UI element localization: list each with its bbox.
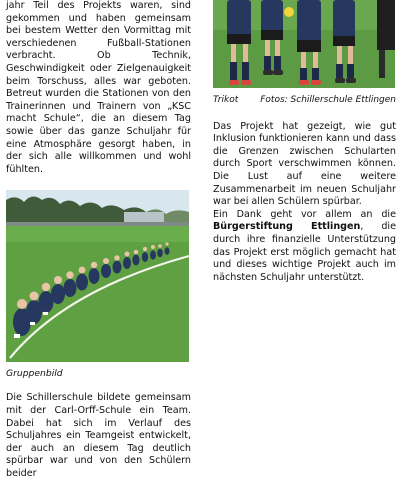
- intro-paragraph: jahr Teil des Projekts waren, sind gekommen und haben gemeinsam bei bestem Wetter den Vormittag mit verschiedenen Fußball-Stationen verbracht. Ob Technik, Geschwindigkeit oder Zielgenauigkeit beim Torschuss, alles war geboten. Betreut wurden die Stationen von den Trainerinnen und Trainern von „KSC macht Schule“, die an diesem Tag sowie über das ganze Schuljahr für eine Atmosphäre gesorgt haben, in der sich alle willkommen und wohl fühlten.: [6, 0, 191, 175]
- trikot-photo: [213, 0, 395, 88]
- trikot-caption: Trikot: [213, 95, 239, 105]
- thanks-text-start: Ein Dank geht vor allem an die: [213, 208, 396, 220]
- group-photo: [6, 190, 189, 362]
- thanks-text-end: , die durch ihre finanzielle Unterstützung das Projekt erst möglich gemacht hat und dieses wichtige Projekt auch im nächsten Schuljahr unterstützt.: [213, 221, 396, 283]
- right-column: [213, 0, 396, 284]
- right-paragraph-1: Das Projekt hat gezeigt, wie gut Inklusion funktionieren kann und dass die Grenzen zwischen Schularten durch Sport verschwimmen können. Die Lust auf eine weitere Zusammenarbeit im neuen Schuljahr war bei allen Schülern spürbar.: [213, 120, 396, 208]
- group-photo-image: [6, 190, 189, 362]
- photo-credit: Fotos: Schillerschule Ettlingen: [260, 95, 396, 105]
- trikot-caption-row: [213, 94, 396, 107]
- foundation-name: Bürgerstiftung Ettlingen: [213, 221, 361, 233]
- trikot-photo-image: [213, 0, 395, 88]
- closing-paragraph: Die Schillerschule bildete gemeinsam mit der Carl-Orff-Schule ein Team. Dabei hat sich im Verlauf des Schuljahres ein Teamgeist entwickelt, der auch an diesem Tag deutlich spürbar war und von den Schülern beider: [6, 392, 191, 479]
- right-paragraph-2: [213, 209, 396, 285]
- left-column: [6, 0, 191, 480]
- group-photo-caption: Gruppenbild: [6, 368, 63, 380]
